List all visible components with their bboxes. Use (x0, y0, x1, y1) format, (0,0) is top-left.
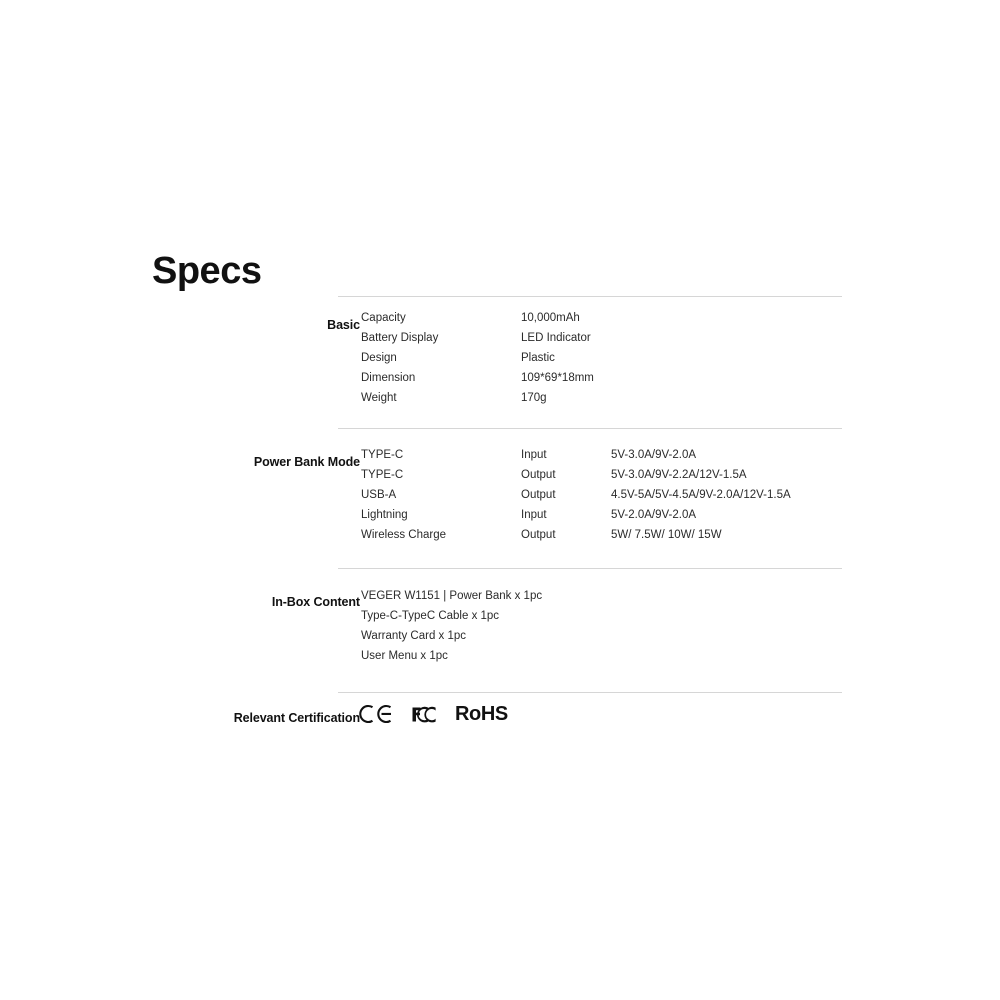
ce-mark-icon (359, 704, 393, 724)
row-key: Battery Display (361, 332, 439, 344)
table-row (361, 509, 861, 529)
row-port: USB-A (361, 489, 397, 501)
section-label-basic: Basic (327, 318, 360, 332)
row-spec: 5V-3.0A/9V-2.0A (611, 449, 697, 461)
table-row (361, 449, 861, 469)
section-label-in-box-content: In-Box Content (271, 595, 360, 609)
table-row (361, 312, 861, 332)
section-basic-rows (361, 312, 861, 412)
row-direction: Output (521, 529, 556, 541)
section-power-bank-mode-rows (361, 449, 861, 549)
row-value: 109*69*18mm (521, 372, 594, 384)
item-label: User Menu x 1pc (361, 650, 448, 662)
list-item (361, 650, 861, 670)
row-spec: 4.5V-5A/5V-4.5A/9V-2.0A/12V-1.5A (611, 489, 791, 501)
section-divider (338, 692, 842, 693)
row-spec: 5V-3.0A/9V-2.2A/12V-1.5A (611, 469, 747, 481)
row-value: 10,000mAh (521, 312, 580, 324)
row-key: Design (361, 352, 397, 364)
certification-marks (359, 704, 508, 724)
section-label-power-bank-mode: Power Bank Mode (253, 455, 360, 469)
row-direction: Output (521, 489, 556, 501)
section-divider (338, 428, 842, 429)
fcc-mark-icon (411, 705, 437, 723)
row-value: 170g (521, 392, 547, 404)
rohs-mark-icon: RoHS (455, 703, 508, 725)
row-direction: Output (521, 469, 556, 481)
list-item (361, 590, 861, 610)
table-row (361, 529, 861, 549)
table-row (361, 392, 861, 412)
table-row (361, 332, 861, 352)
row-port: TYPE-C (361, 469, 404, 481)
item-label: Warranty Card x 1pc (361, 630, 467, 642)
row-key: Capacity (361, 312, 406, 324)
row-port: Wireless Charge (361, 529, 446, 541)
row-port: Lightning (361, 509, 408, 521)
section-divider (338, 568, 842, 569)
section-in-box-content-rows (361, 590, 861, 670)
row-value: LED Indicator (521, 332, 591, 344)
row-value: Plastic (521, 352, 555, 364)
list-item (361, 610, 861, 630)
list-item (361, 630, 861, 650)
page-title: Specs (152, 250, 262, 292)
row-spec: 5V-2.0A/9V-2.0A (611, 509, 697, 521)
row-key: Dimension (361, 372, 416, 384)
row-port: TYPE-C (361, 449, 404, 461)
section-label-relevant-certification: Relevant Certification (233, 711, 360, 725)
row-direction: Input (521, 509, 547, 521)
table-row (361, 489, 861, 509)
item-label: VEGER W1151 | Power Bank x 1pc (361, 590, 543, 602)
table-row (361, 372, 861, 392)
section-divider (338, 296, 842, 297)
table-row (361, 352, 861, 372)
table-row (361, 469, 861, 489)
item-label: Type-C-TypeC Cable x 1pc (361, 610, 500, 622)
row-key: Weight (361, 392, 397, 404)
row-spec: 5W/ 7.5W/ 10W/ 15W (611, 529, 722, 541)
row-direction: Input (521, 449, 547, 461)
